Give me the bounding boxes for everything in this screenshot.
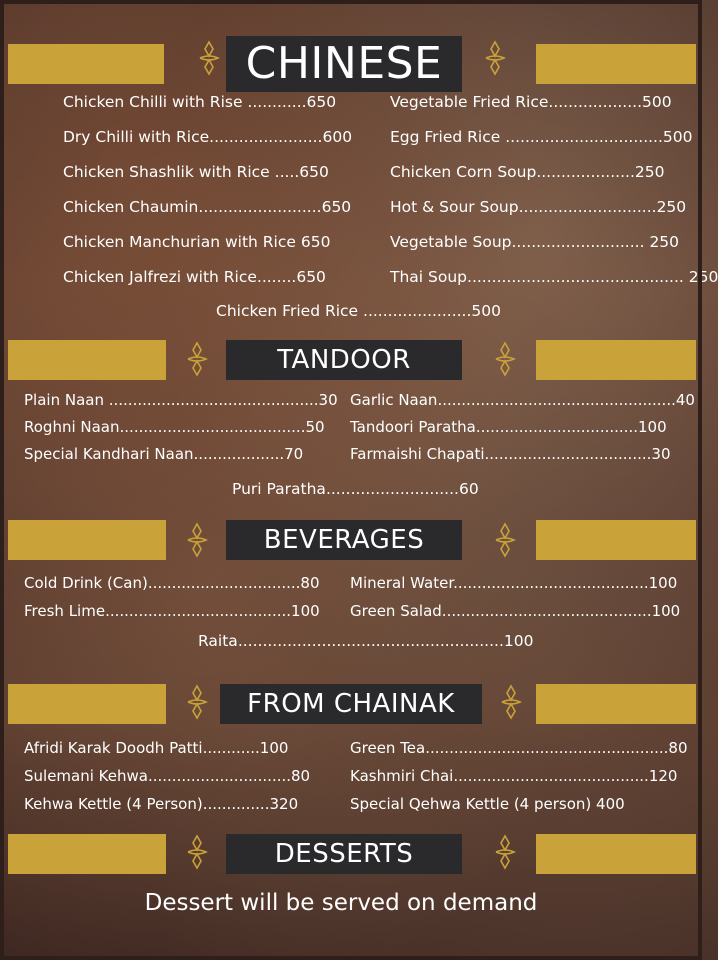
menu-item-dots: ........ (256, 268, 297, 286)
ornament-icon (494, 522, 516, 558)
menu-item-price: 650 (306, 93, 337, 111)
ornament-icon (198, 40, 220, 76)
menu-item-price: 100 (259, 739, 289, 757)
menu-item-dots: ..... (274, 163, 300, 181)
menu-item-name: Kehwa Kettle (4 Person) (24, 795, 203, 813)
gold-bar-left (8, 520, 166, 560)
menu-item-price: 600 (322, 128, 353, 146)
menu-item (350, 602, 680, 620)
ornament-icon (494, 341, 516, 377)
menu-item (390, 163, 664, 181)
menu-item-name: Chicken Corn Soup (390, 163, 537, 181)
menu-item-price: 100 (651, 602, 681, 620)
menu-item-dots: ................................... (484, 445, 652, 463)
menu-item (63, 93, 336, 111)
menu-item-name: Chicken Shashlik with Rice (63, 163, 275, 181)
menu-item (24, 795, 298, 813)
menu-item-price: 30 (318, 391, 338, 409)
menu-item (350, 767, 677, 785)
menu-item-dots: ....................................... (119, 418, 306, 436)
menu-item (390, 198, 686, 216)
menu-item-price: 400 (596, 795, 625, 813)
menu-item (350, 739, 688, 757)
menu-item-price: 320 (269, 795, 299, 813)
gold-bar-left (8, 834, 166, 874)
menu-item-dots: ............................................ (441, 602, 652, 620)
menu-item-dots: .............. (202, 795, 270, 813)
ornament-icon (500, 684, 522, 720)
menu-item-dots: ................................ (147, 574, 301, 592)
gold-bar-right (536, 520, 696, 560)
section-title-beverages: BEVERAGES (226, 520, 462, 560)
menu-item (24, 574, 320, 592)
menu-item (390, 233, 679, 251)
menu-item-price: 650 (321, 198, 352, 216)
menu-item (390, 93, 672, 111)
dessert-note: Dessert will be served on demand (144, 890, 538, 916)
menu-item-name: Afridi Karak Doodh Patti (24, 739, 203, 757)
menu-item-name: Green Tea (350, 739, 426, 757)
menu-item-price: 650 (296, 268, 326, 286)
section-title-desserts: DESSERTS (226, 834, 462, 874)
menu-item-name: Sulemani Kehwa (24, 767, 148, 785)
gold-bar-left (8, 684, 166, 724)
menu-item (350, 445, 671, 463)
ornament-icon (484, 40, 506, 76)
menu-item-dots: ................... (548, 93, 643, 111)
menu-item-name: Kashmiri Chai (350, 767, 454, 785)
ornament-icon (186, 341, 208, 377)
menu-item-dots: ............................................ (108, 391, 319, 409)
menu-item (350, 795, 625, 813)
menu-item-name: Cold Drink (Can) (24, 574, 148, 592)
menu-item-name: Special Qehwa Kettle (4 person) (350, 795, 597, 813)
menu-item-dots: ............ (247, 93, 307, 111)
menu-item-dots: .............................. (147, 767, 292, 785)
menu-item-price: 80 (300, 574, 320, 592)
menu-item-price: 100 (637, 418, 667, 436)
menu-item-price: 250 (644, 233, 680, 251)
menu-item (390, 128, 693, 146)
menu-item-price: 650 (299, 163, 329, 181)
menu-item-name: Chicken Chaumin (63, 198, 199, 216)
menu-item-name: Chicken Manchurian with Rice (63, 233, 301, 251)
menu-item-name: Dry Chilli with Rice (63, 128, 210, 146)
gold-bar-left (8, 340, 166, 380)
gold-bar-right (536, 684, 696, 724)
ornament-icon (186, 684, 208, 720)
section-title-chinese: CHINESE (226, 36, 462, 92)
menu-item (350, 391, 695, 409)
section-title-from-chainak: FROM CHAINAK (220, 684, 482, 724)
menu-item-dots: ....................................... (105, 602, 292, 620)
menu-item-price: 100 (648, 574, 678, 592)
menu-item-name: Tandoori Paratha (350, 418, 476, 436)
menu-item-name: Chicken Jalfrezi with Rice (63, 268, 257, 286)
gold-bar-left (8, 44, 164, 84)
menu-item (24, 602, 320, 620)
menu-item-price: 250 (656, 198, 687, 216)
menu-item-name: Vegetable Fried Rice (390, 93, 549, 111)
menu-item-dots: ................................................... (425, 739, 669, 757)
menu-item (350, 418, 667, 436)
menu-item-dots: ............ (202, 739, 260, 757)
section-title-tandoor: TANDOOR (226, 340, 462, 380)
ornament-icon (186, 522, 208, 558)
menu-item-dots: ......................................... (453, 767, 649, 785)
menu-item-dots: ............................ (518, 198, 657, 216)
menu-item-price: 80 (668, 739, 688, 757)
menu-item (24, 391, 338, 409)
menu-item (24, 418, 325, 436)
menu-item-dots: .................................................. (437, 391, 676, 409)
menu-item-name: Special Kandhari Naan (24, 445, 194, 463)
menu-item (24, 739, 288, 757)
menu-item-dots: ......................... (198, 198, 322, 216)
menu-item-name: Egg Fried Rice (390, 128, 506, 146)
menu-item (63, 163, 329, 181)
menu-item (63, 128, 352, 146)
gold-bar-right (536, 834, 696, 874)
menu-item-dots: ......................................... (453, 574, 649, 592)
menu-item-dots: .................................. (475, 418, 638, 436)
gold-bar-right (536, 44, 696, 84)
menu-item-price: 250 (683, 268, 718, 286)
menu-item-name: Mineral Water (350, 574, 454, 592)
menu-item-name: Plain Naan (24, 391, 109, 409)
menu-item-name: Fresh Lime (24, 602, 106, 620)
menu-item-price: 40 (675, 391, 695, 409)
menu-item-name: Garlic Naan (350, 391, 438, 409)
menu-item: Puri Paratha...........................60 (232, 480, 479, 498)
menu-item-name: Roghni Naan (24, 418, 120, 436)
menu-item-dots: ................... (193, 445, 285, 463)
menu-item-price: 120 (648, 767, 678, 785)
menu-item-dots: ........................... (511, 233, 645, 251)
menu-item-name: Chicken Chilli with Rise (63, 93, 248, 111)
menu-item-price: 250 (634, 163, 665, 181)
menu-item: Raita......................................................100 (198, 632, 534, 650)
menu-item-price: 100 (291, 602, 320, 620)
menu-item (24, 767, 310, 785)
menu-item: Chicken Fried Rice ......................500 (216, 302, 502, 320)
menu-item-price: 50 (305, 418, 325, 436)
menu-item (24, 445, 303, 463)
menu-item-price: 80 (291, 767, 311, 785)
menu-item-dots: ............................................ (467, 268, 684, 286)
menu-item-dots: ................................ (505, 128, 663, 146)
menu-item-price: 500 (662, 128, 693, 146)
menu-item-price: 30 (651, 445, 671, 463)
menu-item-name: Green Salad (350, 602, 442, 620)
menu-item-name: Hot & Sour Soup (390, 198, 519, 216)
gold-bar-right (536, 340, 696, 380)
ornament-icon (186, 834, 208, 870)
menu-item-price: 650 (300, 233, 331, 251)
menu-item (63, 268, 326, 286)
menu-item-name: Thai Soup (390, 268, 468, 286)
menu-item-dots: ....................... (209, 128, 323, 146)
menu-item (350, 574, 677, 592)
menu-item-price: 500 (642, 93, 672, 111)
menu-item (63, 233, 330, 251)
ornament-icon (494, 834, 516, 870)
menu-item-name: Vegetable Soup (390, 233, 512, 251)
menu-item-dots: .................... (536, 163, 635, 181)
menu-item (63, 198, 351, 216)
menu-item-name: Farmaishi Chapati (350, 445, 485, 463)
menu-item (390, 268, 718, 286)
menu-item-price: 70 (284, 445, 304, 463)
